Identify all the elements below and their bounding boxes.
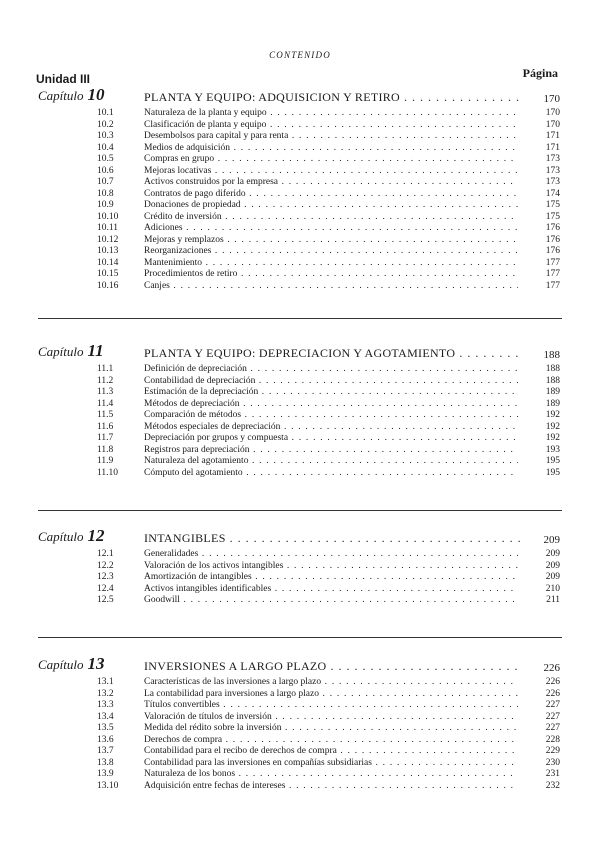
chapter-label <box>38 654 105 674</box>
section-divider <box>38 318 562 319</box>
section-number: 11.5 <box>97 410 114 420</box>
section-number: 13.4 <box>97 711 114 722</box>
section-number: 12.4 <box>97 583 114 594</box>
section-number: 10.9 <box>97 200 114 210</box>
toc-entry[interactable] <box>0 746 600 758</box>
section-page: 188 <box>545 375 560 386</box>
section-page: 226 <box>545 688 560 699</box>
section-page: 227 <box>545 711 560 722</box>
section-title: Mejoras locativas . . . <box>144 166 518 178</box>
section-page: 188 <box>545 364 560 374</box>
section-number: 11.7 <box>97 433 114 443</box>
section-title: Comparación de métodos . . . <box>144 410 518 422</box>
section-number: 13.9 <box>97 769 114 779</box>
section-title: Contratos de pago diferido . . . <box>144 189 518 201</box>
section-number: 10.1 <box>97 108 114 118</box>
section-title: Medida del rédito sobre la inversión . . . <box>144 723 518 735</box>
chapter-number: 10 <box>87 85 105 104</box>
chapter-word: Capítulo <box>38 657 84 672</box>
section-page: 189 <box>545 398 560 409</box>
section-number: 10.5 <box>97 154 114 164</box>
section-title: Amortización de intangibles . . . <box>144 572 518 584</box>
section-title: Cómputo del agotamiento . . . <box>144 468 518 480</box>
section-list <box>0 549 600 607</box>
section-page: 193 <box>545 444 560 455</box>
section-number: 13.6 <box>97 734 114 745</box>
section-title: Adquisición entre fechas de intereses . . . <box>144 781 518 793</box>
section-number: 13.5 <box>97 723 114 733</box>
toc-entry[interactable] <box>0 212 600 224</box>
toc-entry[interactable] <box>0 410 600 422</box>
section-title: Naturaleza de los bonos . . . <box>144 769 518 781</box>
chapter-page: 226 <box>543 662 560 674</box>
chapter-page: 170 <box>543 93 560 105</box>
section-number: 10.16 <box>97 280 119 291</box>
toc-entry[interactable] <box>0 445 600 457</box>
chapter-label <box>38 341 104 361</box>
section-number: 10.13 <box>97 246 119 256</box>
section-page: 171 <box>545 142 560 153</box>
toc-entry[interactable] <box>0 584 600 596</box>
section-title: Naturaleza de la planta y equipo . . . <box>144 108 518 120</box>
toc-entry[interactable] <box>0 468 600 480</box>
section-page: 174 <box>545 188 560 199</box>
section-page: 170 <box>545 119 560 130</box>
section-number: 12.1 <box>97 549 114 559</box>
toc-entry[interactable] <box>0 200 600 212</box>
section-page: 176 <box>545 234 560 245</box>
toc-entry[interactable] <box>0 433 600 445</box>
chapter-heading <box>0 526 600 549</box>
section-list <box>0 364 600 479</box>
unit-label: Unidad III <box>36 72 90 86</box>
chapter-title[interactable]: INTANGIBLES . . . <box>144 531 520 546</box>
toc-entry[interactable] <box>0 561 600 573</box>
section-page: 209 <box>545 549 560 559</box>
section-page: 228 <box>545 734 560 745</box>
section-title: La contabilidad para inversiones a largo plazo . . . <box>144 689 518 701</box>
section-number: 10.10 <box>97 211 119 222</box>
toc-entry[interactable] <box>0 108 600 120</box>
section-title: Contabilidad para las inversiones en compañías subsidiarias . . . <box>144 758 518 770</box>
section-page: 227 <box>545 700 560 710</box>
toc-entry[interactable] <box>0 700 600 712</box>
section-title: Estimación de la depreciación . . . <box>144 387 518 399</box>
toc-entry[interactable] <box>0 712 600 724</box>
toc-entry[interactable] <box>0 422 600 434</box>
section-title: Crédito de inversión . . . <box>144 212 518 224</box>
section-number: 11.1 <box>97 364 114 374</box>
section-number: 13.7 <box>97 746 114 756</box>
toc-entry[interactable] <box>0 376 600 388</box>
section-page: 231 <box>545 769 560 779</box>
section-number: 13.3 <box>97 700 114 710</box>
chapter-title[interactable]: INVERSIONES A LARGO PLAZO . . . <box>144 659 520 674</box>
section-title: Definición de depreciación . . . <box>144 364 518 376</box>
toc-entry[interactable] <box>0 166 600 178</box>
section-page: 177 <box>545 257 560 268</box>
section-list <box>0 108 600 292</box>
section-title: Canjes . . . <box>144 281 518 293</box>
toc-entry[interactable] <box>0 677 600 689</box>
section-number: 11.9 <box>97 456 114 466</box>
chapter-title[interactable]: PLANTA Y EQUIPO: DEPRECIACION Y AGOTAMIENTO . . . <box>144 346 520 361</box>
chapter-number: 11 <box>87 341 104 360</box>
toc-entry[interactable] <box>0 364 600 376</box>
section-title: Goodwill . . . <box>144 595 518 607</box>
section-title: Valoración de títulos de inversión . . . <box>144 712 518 724</box>
chapter-page: 188 <box>543 349 560 361</box>
toc-entry[interactable] <box>0 689 600 701</box>
section-title: Métodos de depreciación . . . <box>144 399 518 411</box>
toc-entry[interactable] <box>0 246 600 258</box>
section-number: 10.3 <box>97 131 114 141</box>
toc-entry[interactable] <box>0 758 600 770</box>
section-page: 230 <box>545 757 560 768</box>
section-title: Títulos convertibles . . . <box>144 700 518 712</box>
section-title: Valoración de los activos intangibles . . . <box>144 561 518 573</box>
chapter-number: 13 <box>87 654 105 673</box>
section-divider <box>38 637 562 638</box>
toc-entry[interactable] <box>0 456 600 468</box>
section-number: 10.15 <box>97 269 119 279</box>
section-title: Generalidades . . . <box>144 549 518 561</box>
toc-entry[interactable] <box>0 120 600 132</box>
chapter-label <box>38 526 105 546</box>
section-page: 176 <box>545 246 560 256</box>
section-title: Características de las inversiones a largo plazo . . . <box>144 677 518 689</box>
section-number: 12.5 <box>97 595 114 605</box>
section-page: 211 <box>546 595 560 605</box>
section-title: Registros para depreciación . . . <box>144 445 518 457</box>
toc-entry[interactable] <box>0 595 600 607</box>
section-page: 210 <box>545 583 560 594</box>
section-number: 12.2 <box>97 560 114 571</box>
section-title: Adiciones . . . <box>144 223 518 235</box>
section-page: 177 <box>545 280 560 291</box>
section-page: 232 <box>545 780 560 791</box>
section-page: 173 <box>545 165 560 176</box>
section-title: Mantenimiento . . . <box>144 258 518 270</box>
section-list <box>0 677 600 792</box>
section-title: Contabilidad de depreciación . . . <box>144 376 518 388</box>
page-column-label: Página <box>522 66 558 80</box>
section-title: Activos intangibles identificables . . . <box>144 584 518 596</box>
toc-entry[interactable] <box>0 723 600 735</box>
section-page: 195 <box>545 456 560 466</box>
section-number: 10.14 <box>97 257 119 268</box>
section-number: 11.6 <box>97 421 114 432</box>
section-title: Depreciación por grupos y compuesta . . . <box>144 433 518 445</box>
section-number: 11.10 <box>97 467 119 478</box>
section-number: 10.7 <box>97 177 114 187</box>
section-page: 229 <box>545 746 560 756</box>
section-page: 175 <box>545 200 560 210</box>
toc-entry[interactable] <box>0 735 600 747</box>
toc-entry[interactable] <box>0 399 600 411</box>
chapter-page: 209 <box>543 534 560 546</box>
toc-entry[interactable] <box>0 177 600 189</box>
toc-entry[interactable] <box>0 387 600 399</box>
section-number: 10.4 <box>97 142 114 153</box>
toc-entry[interactable] <box>0 549 600 561</box>
toc-entry[interactable] <box>0 131 600 143</box>
section-page: 189 <box>545 387 560 397</box>
chapter-word: Capítulo <box>38 88 84 103</box>
section-number: 10.8 <box>97 188 114 199</box>
section-number: 13.2 <box>97 688 114 699</box>
section-title: Clasificación de planta y equipo . . . <box>144 120 518 132</box>
toc-entry[interactable] <box>0 235 600 247</box>
toc-entry[interactable] <box>0 781 600 793</box>
chapter-label <box>38 85 105 105</box>
toc-entry[interactable] <box>0 269 600 281</box>
chapter-heading <box>0 654 600 677</box>
section-number: 13.1 <box>97 677 114 687</box>
toc-entry[interactable] <box>0 769 600 781</box>
section-title: Métodos especiales de depreciación . . . <box>144 422 518 434</box>
toc-entry[interactable] <box>0 143 600 155</box>
section-title: Activos construidos por la empresa . . . <box>144 177 518 189</box>
running-title: CONTENIDO <box>269 50 331 60</box>
section-page: 192 <box>545 410 560 420</box>
toc-entry[interactable] <box>0 223 600 235</box>
section-title: Donaciones de propiedad . . . <box>144 200 518 212</box>
section-page: 173 <box>545 177 560 187</box>
section-number: 10.12 <box>97 234 119 245</box>
toc-entry[interactable] <box>0 281 600 293</box>
chapter-heading <box>0 85 600 108</box>
section-page: 177 <box>545 269 560 279</box>
toc-entry[interactable] <box>0 154 600 166</box>
section-page: 171 <box>545 131 560 141</box>
section-title: Mejoras y remplazos . . . <box>144 235 518 247</box>
section-title: Naturaleza del agotamiento . . . <box>144 456 518 468</box>
section-page: 170 <box>545 108 560 118</box>
section-number: 11.3 <box>97 387 114 397</box>
section-title: Contabilidad para el recibo de derechos de compra . . . <box>144 746 518 758</box>
chapter-number: 12 <box>87 526 105 545</box>
section-number: 13.10 <box>97 780 119 791</box>
section-page: 175 <box>545 211 560 222</box>
section-number: 13.8 <box>97 757 114 768</box>
section-title: Desembolsos para capital y para renta . . . <box>144 131 518 143</box>
section-page: 192 <box>545 433 560 443</box>
section-page: 209 <box>545 572 560 582</box>
section-title: Derechos de compra . . . <box>144 735 518 747</box>
section-title: Medios de adquisición . . . <box>144 143 518 155</box>
section-page: 173 <box>545 154 560 164</box>
section-title: Reorganizaciones . . . <box>144 246 518 258</box>
toc-entry[interactable] <box>0 189 600 201</box>
toc-entry[interactable] <box>0 258 600 270</box>
toc-entry[interactable] <box>0 572 600 584</box>
chapter-heading <box>0 341 600 364</box>
section-title: Compras en grupo . . . <box>144 154 518 166</box>
section-number: 11.2 <box>97 375 114 386</box>
section-number: 12.3 <box>97 572 114 582</box>
section-number: 11.4 <box>97 398 114 409</box>
section-page: 192 <box>545 421 560 432</box>
section-page: 176 <box>545 223 560 233</box>
section-title: Procedimientos de retiro . . . <box>144 269 518 281</box>
section-number: 10.11 <box>97 223 119 233</box>
chapter-title[interactable]: PLANTA Y EQUIPO: ADQUISICION Y RETIRO . . . <box>144 90 520 105</box>
section-divider <box>38 510 562 511</box>
section-page: 226 <box>545 677 560 687</box>
chapter-word: Capítulo <box>38 344 84 359</box>
section-number: 10.6 <box>97 165 114 176</box>
section-number: 10.2 <box>97 119 114 130</box>
section-number: 11.8 <box>97 444 114 455</box>
section-page: 195 <box>545 467 560 478</box>
section-page: 227 <box>545 723 560 733</box>
chapter-word: Capítulo <box>38 529 84 544</box>
section-page: 209 <box>545 560 560 571</box>
